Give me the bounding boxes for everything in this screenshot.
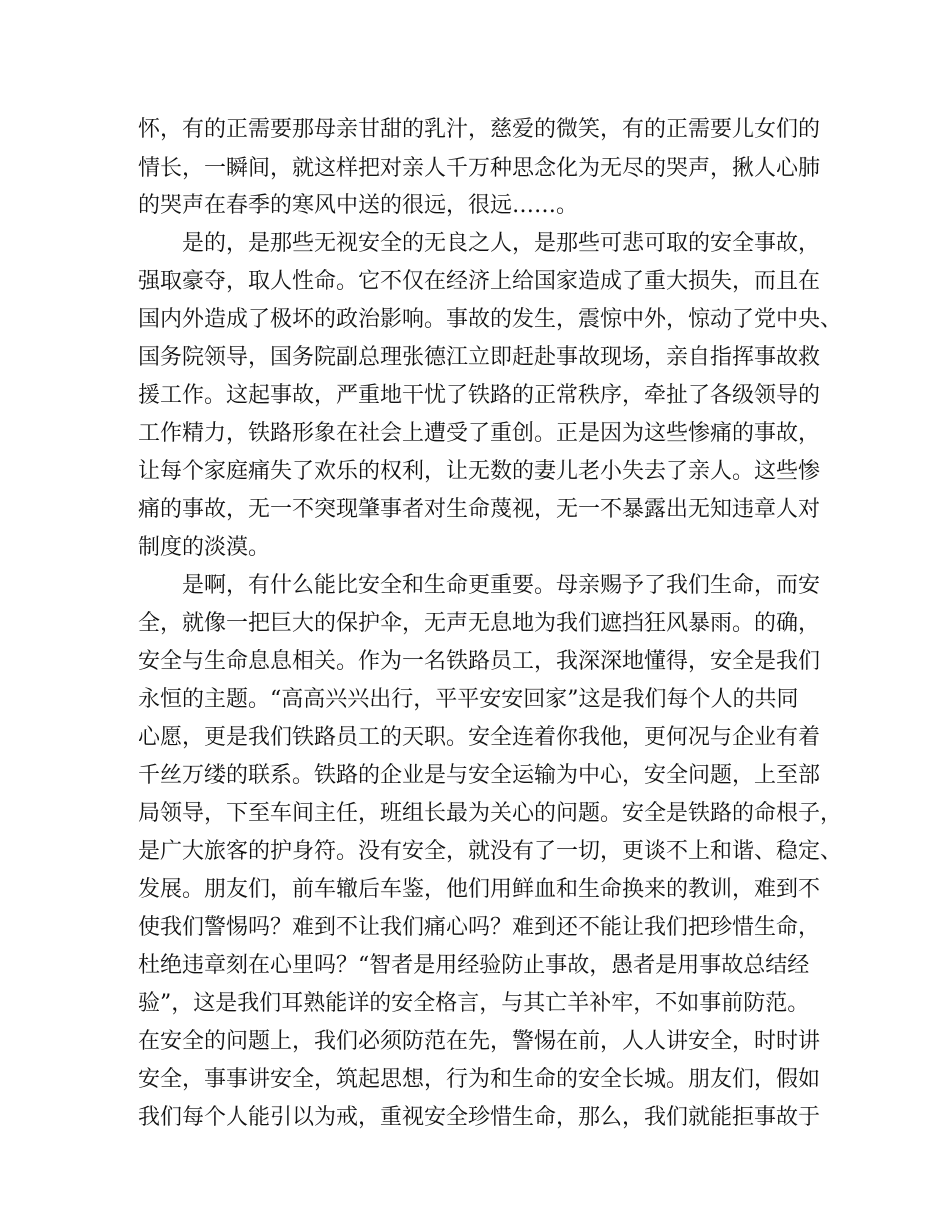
text-line: 是啊，有什么能比安全和生命更重要。母亲赐予了我们生命，而安 <box>182 573 821 598</box>
text-line: 制度的淡漠。 <box>138 535 271 560</box>
text-line: 使我们警惕吗？难到不让我们痛心吗？难到还不能让我们把珍惜生命， <box>138 915 821 940</box>
text-line: 援工作。这起事故，严重地干忧了铁路的正常秩序，牵扯了各级领导的 <box>138 383 821 408</box>
text-line: 永恒的主题。“高高兴兴出行，平平安安回家”这是我们每个人的共同 <box>138 687 799 712</box>
text-line: 验”，这是我们耳熟能详的安全格言，与其亡羊补牢，不如事前防范。 <box>138 991 810 1016</box>
text-line: 工作精力，铁路形象在社会上遭受了重创。正是因为这些惨痛的事故， <box>138 421 821 446</box>
text-line: 在安全的问题上，我们必须防范在先，警惕在前，人人讲安全，时时讲 <box>138 1029 821 1054</box>
text-line: 是的，是那些无视安全的无良之人，是那些可悲可取的安全事故， <box>182 231 821 256</box>
text-line: 全，就像一把巨大的保护伞，无声无息地为我们遮挡狂风暴雨。的确， <box>138 611 821 636</box>
text-line: 千丝万缕的联系。铁路的企业是与安全运输为中心，安全问题，上至部 <box>138 763 821 788</box>
text-line: 强取豪夺，取人性命。它不仅在经济上给国家造成了重大损失，而且在 <box>138 269 821 294</box>
text-line: 杜绝违章刻在心里吗？“智者是用经验防止事故，愚者是用事故总结经 <box>138 953 810 978</box>
text-line: 安全，事事讲安全，筑起思想，行为和生命的安全长城。朋友们，假如 <box>138 1067 821 1092</box>
text-line: 的哭声在春季的寒风中送的很远，很远……。 <box>138 193 579 218</box>
text-line: 是广大旅客的护身符。没有安全，就没有了一切，更谈不上和谐、稳定、 <box>138 839 843 864</box>
text-line: 国务院领导，国务院副总理张德江立即赶赴事故现场，亲自指挥事故救 <box>138 345 821 370</box>
text-line: 国内外造成了极坏的政治影响。事故的发生，震惊中外，惊动了党中央、 <box>138 307 843 332</box>
text-line: 安全与生命息息相关。作为一名铁路员工，我深深地懂得，安全是我们 <box>138 649 821 674</box>
text-line: 怀，有的正需要那母亲甘甜的乳汁，慈爱的微笑，有的正需要儿女们的 <box>138 117 821 142</box>
text-line: 发展。朋友们，前车辙后车鉴，他们用鲜血和生命换来的教训，难到不 <box>138 877 821 902</box>
text-line: 局领导，下至车间主任，班组长最为关心的问题。安全是铁路的命根子， <box>138 801 843 826</box>
text-line: 情长，一瞬间，就这样把对亲人千万种思念化为无尽的哭声，揪人心肺 <box>138 156 821 181</box>
text-line: 痛的事故，无一不突现肇事者对生命蔑视，无一不暴露出无知违章人对 <box>138 497 821 522</box>
text-line: 我们每个人能引以为戒，重视安全珍惜生命，那么，我们就能拒事故于 <box>138 1105 821 1130</box>
text-line: 让每个家庭痛失了欢乐的权利，让无数的妻儿老小失去了亲人。这些惨 <box>138 459 821 484</box>
text-line: 心愿，更是我们铁路员工的天职。安全连着你我他，更何况与企业有着 <box>138 725 821 750</box>
